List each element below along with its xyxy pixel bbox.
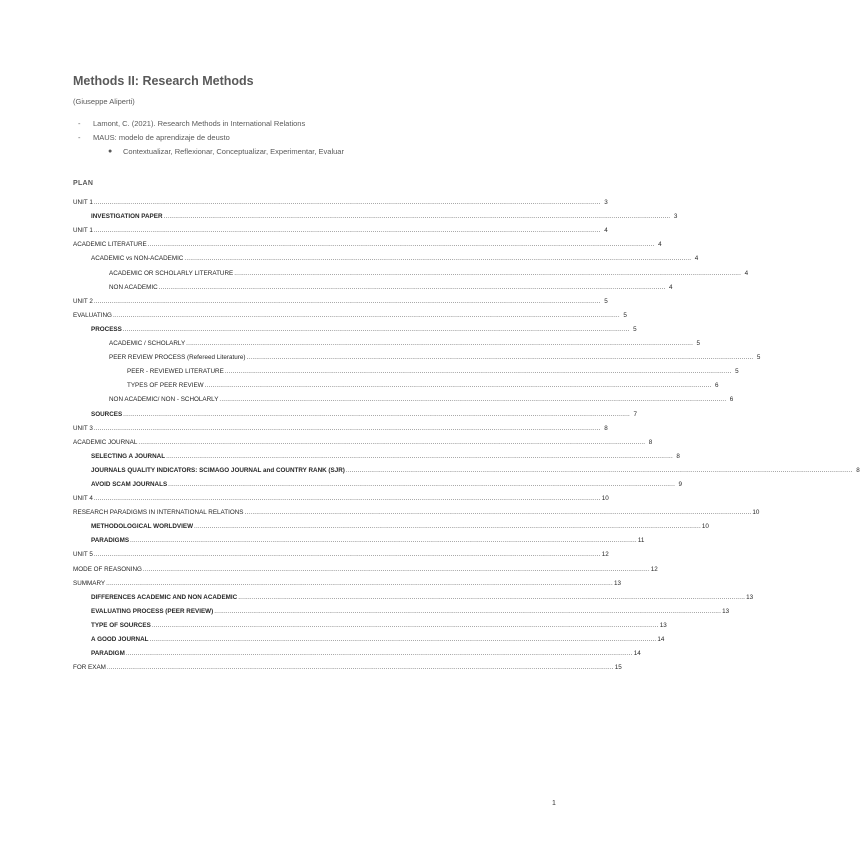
toc-entry[interactable] <box>73 560 658 574</box>
toc-entry[interactable] <box>73 490 609 504</box>
toc-entry[interactable] <box>73 462 860 476</box>
toc-entry-page: 8 <box>648 438 653 446</box>
toc-entry[interactable] <box>73 335 701 349</box>
dot-leader: .................................................................................................................................................................................................................................................................... <box>149 636 657 643</box>
toc-entry-page: 5 <box>633 325 637 333</box>
toc-entry-page: 14 <box>633 650 641 658</box>
toc-entry-page: 8 <box>604 424 608 432</box>
toc-entry-label: UNIT 4 <box>73 495 93 503</box>
toc-entry-label: PEER REVIEW PROCESS (Refereed Literature) <box>109 354 246 362</box>
toc-entry[interactable] <box>73 293 608 307</box>
toc-entry[interactable] <box>73 321 637 335</box>
toc-entry-label: UNIT 5 <box>73 551 93 559</box>
toc-entry[interactable] <box>73 631 665 645</box>
toc-entry-label: ACADEMIC JOURNAL <box>73 438 138 446</box>
toc-entry[interactable] <box>73 476 683 490</box>
toc-entry-page: 5 <box>696 340 701 348</box>
dot-leader: .................................................................................................................................................................................................................................................................... <box>142 565 650 573</box>
toc-entry-label: EVALUATING <box>73 311 112 319</box>
toc-entry-label: ACADEMIC / SCHOLARLY <box>109 340 186 348</box>
dot-leader: .................................................................................................................................................................................................................................................................... <box>184 255 692 263</box>
toc-entry[interactable] <box>73 434 653 448</box>
dash-marker: - <box>78 119 81 128</box>
dash-marker: - <box>78 133 81 142</box>
toc-entry[interactable] <box>73 208 678 222</box>
dot-leader: .................................................................................................................................................................................................................................................................... <box>130 537 637 545</box>
toc-entry-page: 10 <box>701 523 709 531</box>
toc-entry-label: PROCESS <box>91 325 122 333</box>
toc-entry-label: NON ACADEMIC <box>109 283 158 291</box>
dot-leader: .................................................................................................................................................................................................................................................................... <box>246 354 754 362</box>
toc-entry-label: PARADIGM <box>91 650 125 658</box>
toc-entry-label: SOURCES <box>91 410 123 418</box>
dot-leader: .................................................................................................................................................................................................................................................................... <box>219 396 727 404</box>
toc-entry[interactable] <box>73 250 699 264</box>
toc-entry-page: 13 <box>746 593 754 601</box>
dot-leader: .................................................................................................................................................................................................................................................................... <box>158 283 666 291</box>
toc-entry-label: INVESTIGATION PAPER <box>91 213 163 221</box>
toc-entry-page: 13 <box>659 621 667 629</box>
toc-entry-label: PARADIGMS <box>91 537 130 545</box>
toc-entry[interactable] <box>73 420 608 434</box>
toc-entry[interactable] <box>73 546 609 560</box>
dot-leader: .................................................................................................................................................................................................................................................................... <box>147 241 655 249</box>
bullet-icon: ● <box>108 148 113 155</box>
toc-entry[interactable] <box>73 448 680 462</box>
dot-leader: .................................................................................................................................................................................................................................................................... <box>138 438 646 446</box>
dot-leader: .................................................................................................................................................................................................................................................................... <box>194 523 701 531</box>
dot-leader: .................................................................................................................................................................................................................................................................... <box>106 579 613 587</box>
dot-leader: .................................................................................................................................................................................................................................................................... <box>244 509 752 517</box>
document-author: (Giuseppe Aliperti) <box>73 97 135 106</box>
toc-entry-page: 15 <box>614 664 622 672</box>
toc-entry[interactable] <box>73 532 645 546</box>
toc-entry[interactable] <box>73 603 730 617</box>
toc-entry[interactable] <box>73 391 734 405</box>
dot-leader: .................................................................................................................................................................................................................................................................... <box>186 340 694 348</box>
toc-entry-page: 12 <box>650 565 658 573</box>
dot-leader: .................................................................................................................................................................................................................................................................... <box>125 650 633 658</box>
toc-entry-label: TYPE OF SOURCES <box>91 621 151 629</box>
toc-entry[interactable] <box>73 518 709 532</box>
dot-leader: .................................................................................................................................................................................................................................................................... <box>93 424 601 432</box>
toc-entry-page: 5 <box>604 297 608 305</box>
reference-text: Lamont, C. (2021). Research Methods in International Relations <box>93 119 306 128</box>
toc-entry[interactable] <box>73 349 761 363</box>
toc-entry-page: 4 <box>604 227 608 235</box>
toc-entry-page: 5 <box>735 368 739 376</box>
dot-leader: .................................................................................................................................................................................................................................................................... <box>345 466 853 474</box>
dot-leader: .................................................................................................................................................................................................................................................................... <box>123 410 631 418</box>
toc-entry-label: UNIT 1 <box>73 227 93 235</box>
toc-entry-label: AVOID SCAM JOURNALS <box>91 480 168 488</box>
toc-entry-page: 5 <box>756 354 761 362</box>
toc-entry-page: 8 <box>856 466 860 474</box>
toc-entry-page: 11 <box>637 537 645 545</box>
toc-entry-page: 14 <box>657 636 665 643</box>
toc-entry-page: 7 <box>633 410 638 418</box>
toc-entry-label: PEER - REVIEWED LITERATURE <box>127 368 224 376</box>
toc-entry-page: 10 <box>601 495 609 503</box>
dot-leader: .................................................................................................................................................................................................................................................................... <box>238 593 746 601</box>
dot-leader: .................................................................................................................................................................................................................................................................... <box>93 297 601 305</box>
dot-leader: .................................................................................................................................................................................................................................................................... <box>93 495 601 503</box>
toc-entry-page: 4 <box>744 269 749 277</box>
table-of-contents <box>73 194 860 673</box>
toc-entry-label: UNIT 1 <box>73 199 93 207</box>
dot-leader: .................................................................................................................................................................................................................................................................... <box>122 325 630 333</box>
dot-leader: .................................................................................................................................................................................................................................................................... <box>234 269 742 277</box>
dot-leader: .................................................................................................................................................................................................................................................................... <box>151 621 659 629</box>
plan-heading: PLAN <box>73 180 94 187</box>
toc-entry-label: DIFFERENCES ACADEMIC AND NON ACADEMIC <box>91 593 238 601</box>
toc-entry-label: NON ACADEMIC/ NON - SCHOLARLY <box>109 396 219 404</box>
toc-entry[interactable] <box>73 617 667 631</box>
toc-entry-page: 12 <box>601 551 609 559</box>
page-number: 1 <box>552 800 556 807</box>
toc-entry-label: ACADEMIC vs NON-ACADEMIC <box>91 255 184 263</box>
dot-leader: .................................................................................................................................................................................................................................................................... <box>93 551 601 559</box>
toc-entry[interactable] <box>73 279 673 293</box>
toc-entry-page: 10 <box>752 509 760 517</box>
toc-entry[interactable] <box>73 659 622 673</box>
toc-entry-label: RESEARCH PARADIGMS IN INTERNATIONAL RELATIONS <box>73 509 244 517</box>
toc-entry[interactable] <box>73 645 641 659</box>
dot-leader: .................................................................................................................................................................................................................................................................... <box>93 227 601 235</box>
dot-leader: .................................................................................................................................................................................................................................................................... <box>166 452 673 460</box>
toc-entry[interactable] <box>73 575 621 589</box>
toc-entry-page: 9 <box>678 480 683 488</box>
toc-entry[interactable] <box>73 194 608 208</box>
sub-reference-text: Contextualizar, Reflexionar, Conceptualizar, Experimentar, Evaluar <box>123 147 344 156</box>
toc-entry-label: TYPES OF PEER REVIEW <box>127 382 204 390</box>
toc-entry-label: ACADEMIC LITERATURE <box>73 241 147 249</box>
toc-entry-page: 4 <box>694 255 699 263</box>
document-title: Methods II: Research Methods <box>73 74 254 88</box>
toc-entry-label: MODE OF REASONING <box>73 565 142 573</box>
toc-entry[interactable] <box>73 405 638 419</box>
toc-entry-label: METHODOLOGICAL WORLDVIEW <box>91 523 194 531</box>
toc-entry-label: UNIT 3 <box>73 424 93 432</box>
dot-leader: .................................................................................................................................................................................................................................................................... <box>93 199 601 207</box>
toc-entry-page: 3 <box>604 199 608 207</box>
toc-entry[interactable] <box>73 307 627 321</box>
toc-entry[interactable] <box>73 236 662 250</box>
dot-leader: .................................................................................................................................................................................................................................................................... <box>168 480 676 488</box>
dot-leader: .................................................................................................................................................................................................................................................................... <box>214 607 722 615</box>
toc-entry-page: 5 <box>623 311 627 319</box>
toc-entry[interactable] <box>73 504 760 518</box>
toc-entry[interactable] <box>73 264 749 278</box>
toc-entry-page: 3 <box>673 213 678 221</box>
dot-leader: .................................................................................................................................................................................................................................................................... <box>106 664 614 672</box>
toc-entry-label: JOURNALS QUALITY INDICATORS: SCIMAGO JOURNAL and COUNTRY RANK (SJR) <box>91 466 345 474</box>
toc-entry-label: FOR EXAM <box>73 664 106 672</box>
dot-leader: .................................................................................................................................................................................................................................................................... <box>112 311 620 319</box>
toc-entry[interactable] <box>73 589 754 603</box>
toc-entry[interactable] <box>73 377 719 391</box>
toc-entry-page: 4 <box>669 283 673 291</box>
dot-leader: .................................................................................................................................................................................................................................................................... <box>204 382 712 390</box>
toc-entry-label: ACADEMIC OR SCHOLARLY LITERATURE <box>109 269 234 277</box>
toc-entry-page: 13 <box>722 607 730 615</box>
toc-entry-page: 13 <box>613 579 621 587</box>
toc-entry-label: A GOOD JOURNAL <box>91 636 149 643</box>
toc-entry-page: 6 <box>729 396 734 404</box>
toc-entry-page: 8 <box>676 452 680 460</box>
dot-leader: .................................................................................................................................................................................................................................................................... <box>163 213 671 221</box>
toc-entry-page: 4 <box>658 241 662 249</box>
toc-entry-label: EVALUATING PROCESS (PEER REVIEW) <box>91 607 214 615</box>
toc-entry-label: UNIT 2 <box>73 297 93 305</box>
toc-entry[interactable] <box>73 363 739 377</box>
dot-leader: .................................................................................................................................................................................................................................................................... <box>224 368 732 376</box>
toc-entry-label: SUMMARY <box>73 579 106 587</box>
toc-entry-label: SELECTING A JOURNAL <box>91 452 166 460</box>
toc-entry-page: 6 <box>715 382 719 390</box>
reference-text: MAUS: modelo de aprendizaje de deusto <box>93 133 230 142</box>
toc-entry[interactable] <box>73 222 608 236</box>
